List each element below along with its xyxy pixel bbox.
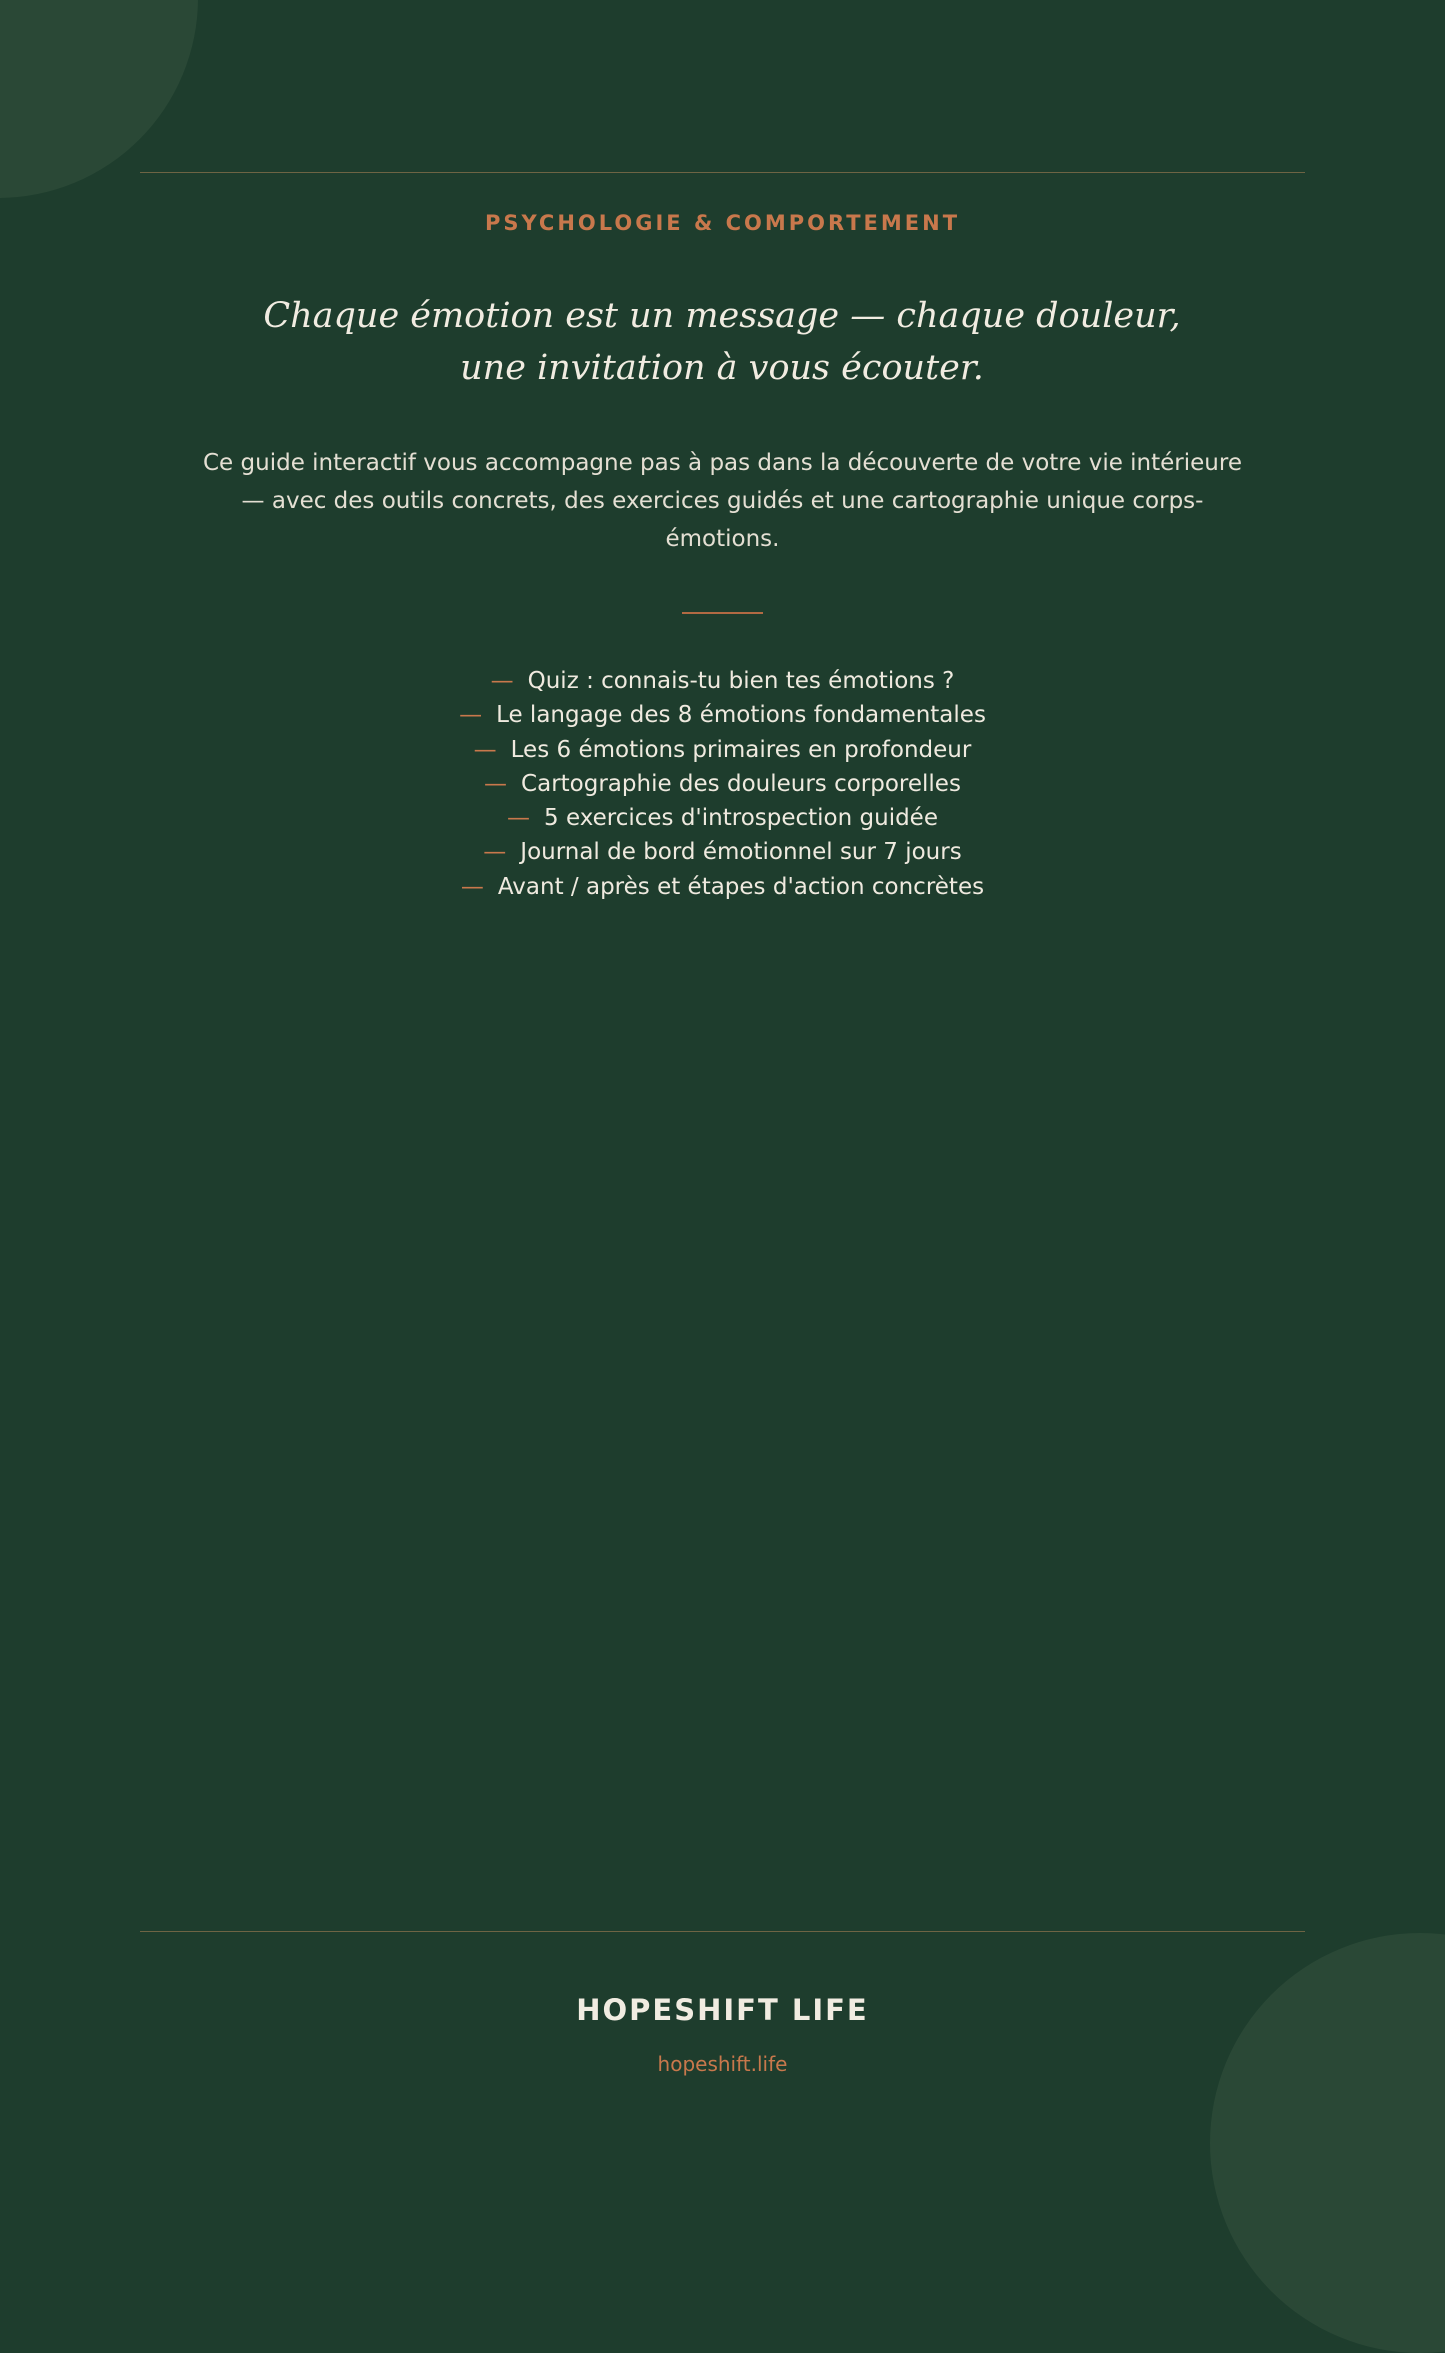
category-label: PSYCHOLOGIE & COMPORTEMENT [484,211,961,235]
brand-name: HOPESHIFT LIFE [576,1993,869,2027]
list-item-label: 5 exercices d'introspection guidée [544,805,938,832]
accent-divider [682,612,763,614]
top-divider [140,172,1305,173]
list-item [0,698,1445,732]
contents-list [0,664,1445,904]
dash-bullet: — [490,668,514,694]
list-item [0,835,1445,869]
list-item [0,767,1445,801]
dash-bullet: — [507,805,531,832]
list-item [0,664,1445,698]
headline-line-1: Chaque émotion est un message — chaque douleur, [263,296,1181,336]
list-item-label: Le langage des 8 émotions fondamentales [496,702,986,729]
list-item-label: Quiz : connais-tu bien tes émotions ? [527,668,955,694]
list-item [0,870,1445,904]
bottom-divider [140,1931,1305,1932]
list-item-label: Avant / après et étapes d'action concrètes [497,873,985,900]
list-item-label: Cartographie des douleurs corporelles [521,770,961,797]
headline-line-2: une invitation à vous écouter. [460,348,984,388]
list-item-label: Les 6 émotions primaires en profondeur [510,736,972,763]
decorative-circle-top [0,0,198,198]
dash-bullet: — [483,839,507,866]
intro-paragraph: Ce guide interactif vous accompagne pas à pas dans la découverte de votre vie intérieure — avec des outils concrets, des exercices guidés et une cartographie unique corps-émotions. [203,450,1242,552]
dash-bullet: — [459,702,483,729]
website-link[interactable]: hopeshift.life [657,2052,788,2076]
dash-bullet: — [473,736,497,763]
dash-bullet: — [484,770,508,797]
list-item [0,801,1445,835]
list-item [0,733,1445,767]
list-item-label: Journal de bord émotionnel sur 7 jours [520,839,962,866]
headline-quote [222,290,1222,394]
dash-bullet: — [460,873,484,900]
